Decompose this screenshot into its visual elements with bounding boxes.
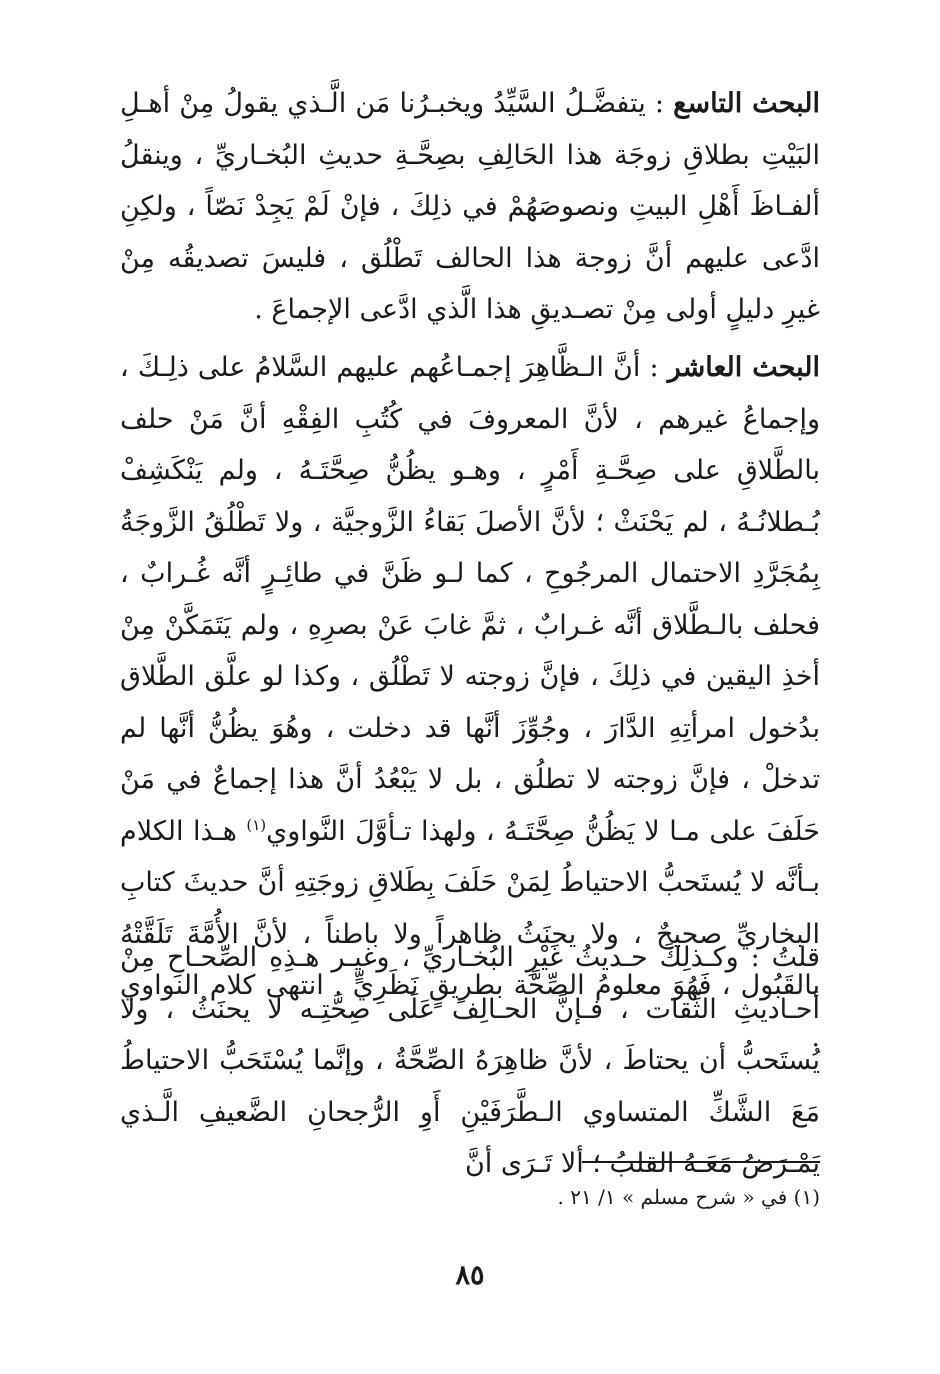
footnote-divider [582, 1161, 820, 1163]
paragraph-tenth-body-part1: : أنَّ الـظَّاهِرَ إجمـاعُهم عليهم السَّلامُ على ذلِـكَ ، وإجماعُ غيرهم ، لأنَّ المعروفَ في كُتُبِ الفِقْهِ أنَّ مَنْ حلف بالطَّلاقِ على صِحَّـةِ أَمْرٍ ، وهـو يظُنُّ صِحَّتَـهُ ، ولم يَنْكَشِفْ بُـطلانُـهُ ، لم يَحْنَثْ ؛ لأنَّ الأصلَ بَقاءُ الزَّوجيَّة ، ولا تَطْلُقُ الزَّوجَةُ بِمُجَرَّدِ الاحتمال المرجُوحِ ، كما لـو ظَنَّ في طائِـرٍ أنَّه غُـرابٌ ، فحلف بالـطَّلاق أنَّه غـرابٌ ، ثمَّ غابَ عَنْ بصرِهِ ، ولم يَتَمَكَّنْ مِنْ أخذِ اليقين في ذلِكَ ، فإنَّ زوجته لا تَطْلُق ، وكذا لو علَّق الطَّلاق بدُخول امرأتِهِ الدَّارَ ، وجُوِّزَ أنَّها قد دخلت ، وهُوَ يظُنُّ أنَّها لم تدخلْ ، فإنَّ زوجته لا تطلُق ، بل لا يَبْعُدُ أنَّ هذا إجماعٌ في مَنْ حَلَفَ على مـا لا يَظُنُّ صِحَّتَـهُ ، ولهذا تـأوَّلَ النَّواوي [120, 352, 820, 847]
footnote [440, 1180, 820, 1214]
paragraph-qultu [120, 932, 820, 1190]
heading-ninth-inquiry: البحث التاسع [673, 88, 820, 119]
paragraph-ninth-inquiry [120, 78, 820, 336]
page-number: ٨٥ [455, 1260, 485, 1291]
footnote-marker: (١) [246, 815, 267, 834]
paragraph-tenth-body-part2: هـذا الكلام بـأنَّه لا يُستَحبُّ الاحتياطُ لِمَنْ حَلَفَ بِطَلاقِ زوجَتِهِ أنَّ حديثَ كتابِ البخاريِّ صحيحٌ ، ولا يحنَثُ ظاهراً ولا باطناً ، لأنَّ الأُمَّةَ تَلَقَّتْهُ بالقَبُول ، فَهُوَ معلومُ الصِّحَّة بطريقٍ نَظَرِيٍّ . انتهى كلام النواوي . [120, 815, 820, 1053]
footnote-text: (١) في « شرح مسلم » ١/ ٢١ . [557, 1185, 820, 1209]
heading-tenth-inquiry: البحث العاشر [667, 352, 821, 383]
paragraph-qultu-body: قلتُ : وكـذلِكَ حـديثُ غَيْرِ البُخـاريِّ ، وغيـر هـذِهِ الصِّحـاحِ مِنْ أحـاديثِ الثِّقات ، فـإنَّ الحـالِفَ عَلَى صِحَّتِـه لا يحنَثُ ، ولا يُستَحبُّ أن يحتاطَ ، لأنَّ ظاهِرَهُ الصِّحَّةُ ، وإنَّما يُسْتَحَبُّ الاحتياطُ مَعَ الشَّكِّ المتساوي الـطَّرَفَيْنِ أَوِ الرُّجحانِ الضَّعيفِ الَّـذي يَمْـرَضُ مَعَـهُ القلبُ ؛ ألا تَـرَى أنَّ [120, 942, 820, 1179]
paragraph-ninth-body: : يتفضَّـلُ السَّيِّدُ ويخبـرُنا مَن الَّـذي يقولُ مِنْ أهـلِ البَيْتِ بطلاقِ زوجَة هذا الحَالِفِ بصِحَّـةِ حديثِ البُخـاريِّ ، وينقلُ ألفـاظَ أَهْلِ البيتِ ونصوصَهُمْ في ذلِكَ ، فإنْ لَمْ يَجِدْ نَصّاً ، ولكِنِ ادَّعى عليهم أنَّ زوجة هذا الحالف تَطْلُق ، فليسَ تصديقُه مِنْ غيرِ دليلٍ أولى مِنْ تصـديقِ هذا الَّذي ادَّعى الإجماعَ . [120, 88, 820, 325]
